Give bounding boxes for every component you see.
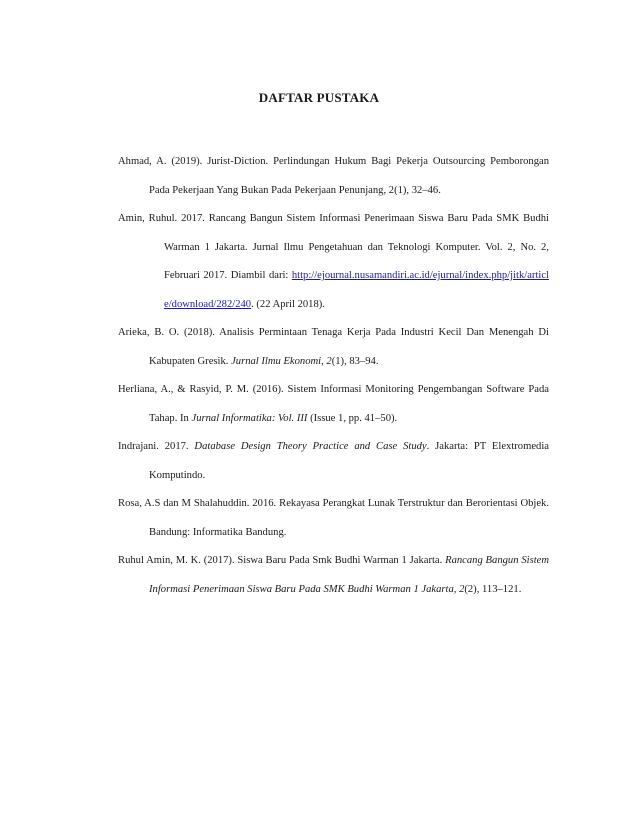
separator: ,	[321, 355, 327, 367]
book-title: Database Design Theory Practice and Case Study	[194, 441, 427, 452]
reference-text: Amin, Ruhul. 2017. Rancang Bangun Sistem Informasi Penerimaan Siswa Baru Pada SMK Budhi Warman 1 Jakarta. Jurnal Ilmu Pengetahuan dan Teknologi Komputer. Vol. 2, No. 2, Februari 2017. Diambil dari:	[118, 213, 549, 281]
reference-herliana-2016	[118, 376, 549, 433]
journal-volume: 2	[326, 355, 332, 367]
reference-text: Rosa, A.S dan M Shalahuddin. 2016. Rekayasa Perangkat Lunak Terstruktur dan Berorientasi Objek. Bandung: Informatika Bandung.	[118, 498, 549, 538]
reference-arieka-2018	[118, 319, 549, 376]
reference-pages: (2), 113–121.	[464, 583, 522, 595]
reference-text: Ahmad, A. (2019). Jurist-Diction. Perlindungan Hukum Bagi Pekerja Outsourcing Pemborongan Pada Pekerjaan Yang Bukan Pada Pekerjaan Penunjang, 2(1), 32–46.	[118, 156, 549, 196]
reference-text: Arieka, B. O. (2018). Analisis Permintaan Tenaga Kerja Pada Industri Kecil Dan Menengah Di Kabupaten Gresik.	[118, 327, 549, 367]
reference-text: Herliana, A., & Rasyid, P. M. (2016). Sistem Informasi Monitoring Pengembangan Software Pada Tahap. In	[118, 384, 549, 424]
journal-title: Jurnal Informatika: Vol. III	[191, 412, 308, 424]
page-title: DAFTAR PUSTAKA	[258, 90, 380, 105]
reference-indrajani-2017	[118, 433, 549, 490]
reference-pages: (1), 83–94.	[331, 355, 379, 367]
reference-ruhul-amin-2017	[118, 547, 549, 604]
reference-pages: (Issue 1, pp. 41–50).	[307, 412, 398, 424]
reference-publisher: . Jakarta: PT Elextromedia Komputindo.	[149, 441, 549, 481]
journal-volume: 2	[459, 583, 465, 595]
reference-list	[118, 148, 549, 604]
reference-amin-2017	[118, 205, 549, 319]
reference-access-date: . (22 April 2018).	[251, 298, 325, 310]
journal-title: Jurnal Ilmu Ekonomi	[231, 355, 322, 367]
reference-url-link[interactable]: http://ejournal.nusamandiri.ac.id/ejurnal/index.php/jitk/article/download/282/240	[164, 270, 549, 310]
reference-rosa-2016	[118, 490, 549, 547]
journal-title: Rancang Bangun Sistem Informasi Penerimaan Siswa Baru Pada SMK Budhi Warman 1 Jakarta	[149, 555, 549, 595]
reference-text: Ruhul Amin, M. K. (2017). Siswa Baru Pada Smk Budhi Warman 1 Jakarta.	[118, 555, 446, 566]
separator: ,	[453, 583, 460, 595]
reference-ahmad-2019	[118, 148, 549, 205]
reference-text: Indrajani. 2017.	[118, 441, 195, 452]
